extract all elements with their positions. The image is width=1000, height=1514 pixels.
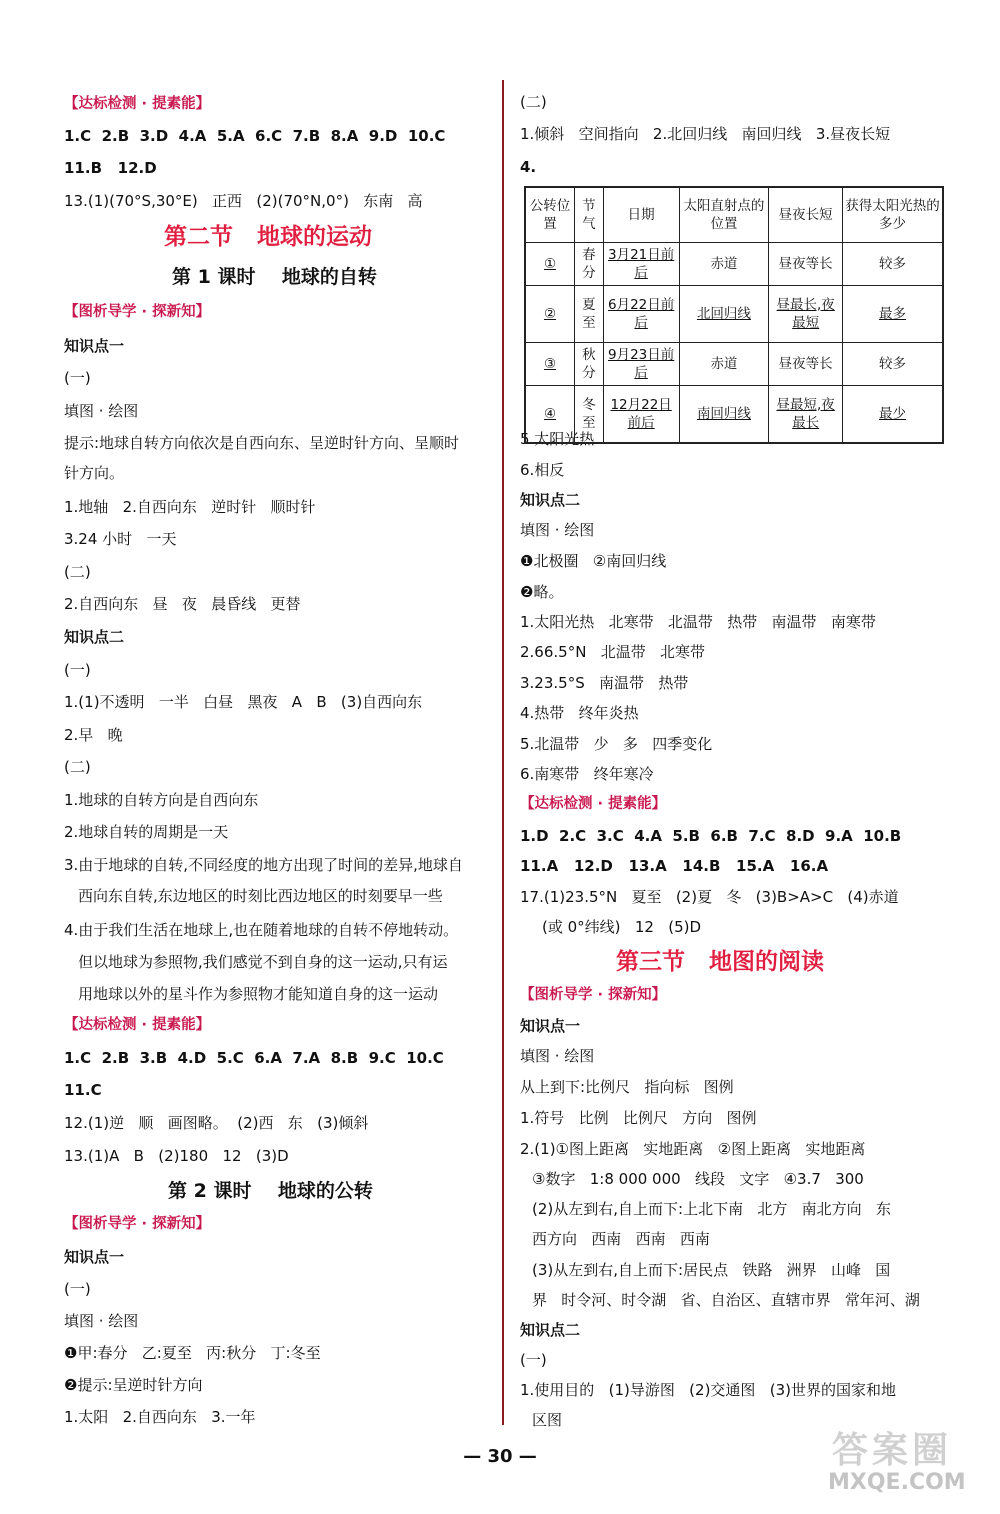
table-cell: 昼夜等长	[769, 343, 843, 386]
answer-line: ❷提示:呈逆时针方向	[64, 1376, 203, 1394]
table-cell: 北回归线	[679, 286, 769, 343]
answer-line: 界 时令河、时令湖 省、自治区、直辖市界 常年河、湖	[532, 1291, 920, 1309]
section-heading: 第二节 地球的运动	[164, 224, 373, 250]
answer-line: 1.C 2.B 3.D 4.A 5.A 6.C 7.B 8.A 9.D 10.C	[64, 127, 446, 145]
answer-line: (或 0°纬线) 12 (5)D	[542, 918, 702, 936]
answer-line: 但以地球为参照物,我们感觉不到自身的这一运动,只有运	[78, 953, 448, 971]
table-cell: 赤道	[679, 343, 769, 386]
table-row	[525, 386, 943, 444]
table-header-cell: 昼夜长短	[769, 187, 843, 243]
section-tag: 【达标检测 · 提素能】	[520, 796, 667, 812]
answer-line: 2.自西向东 昼 夜 晨昏线 更替	[64, 595, 301, 613]
table-cell: 昼最长,夜最短	[769, 286, 843, 343]
table-row	[525, 286, 943, 343]
answer-line: 1.符号 比例 比例尺 方向 图例	[520, 1109, 757, 1127]
answer-line: 填图 · 绘图	[520, 521, 595, 539]
answer-line: 用地球以外的星斗作为参照物才能知道自身的这一运动	[78, 985, 439, 1003]
answer-line: 1.(1)不透明 一半 白昼 黑夜 A B (3)自西向东	[64, 693, 423, 711]
answer-line: 5.太阳光热	[520, 430, 595, 448]
answer-line: 3.由于地球的自转,不同经度的地方出现了时间的差异,地球自	[64, 856, 463, 874]
answer-line: 从上到下:比例尺 指向标 图例	[520, 1078, 734, 1096]
answer-line: 填图 · 绘图	[64, 1312, 139, 1330]
table-header-cell: 获得太阳光热的多少	[843, 187, 943, 243]
answer-line: 知识点二	[520, 491, 581, 509]
table-row	[525, 243, 943, 286]
table-cell: 秋分	[575, 343, 604, 386]
answer-line: ❷略。	[520, 583, 564, 601]
watermark-url: MXQE.COM	[828, 1470, 966, 1495]
section-tag: 【达标检测 · 提素能】	[64, 1017, 211, 1033]
table-cell: 春分	[575, 243, 604, 286]
answer-line: 知识点一	[520, 1017, 581, 1035]
answer-line: 知识点二	[520, 1321, 581, 1339]
watermark-text: 答案圈	[832, 1430, 953, 1471]
answer-line: 知识点二	[64, 628, 125, 646]
table-cell: 3月21日前后	[603, 243, 679, 286]
answer-line: 知识点一	[64, 1248, 125, 1266]
answer-line: 西向东自转,东边地区的时刻比西边地区的时刻要早一些	[78, 887, 443, 905]
table-cell: 昼夜等长	[769, 243, 843, 286]
answer-line: 2.早 晚	[64, 726, 123, 744]
section-heading: 第 2 课时 地球的公转	[168, 1180, 373, 1202]
section-tag: 【图析导学 · 探新知】	[64, 304, 211, 320]
table-cell: 南回归线	[679, 386, 769, 444]
table-header-cell: 日期	[603, 187, 679, 243]
table-cell: ③	[525, 343, 575, 386]
answer-line: 2.(1)①图上距离 实地距离 ②图上距离 实地距离	[520, 1140, 866, 1158]
table-header-cell: 节气	[575, 187, 604, 243]
page-number: — 30 —	[463, 1446, 537, 1467]
answer-line: (一)	[64, 661, 91, 679]
answer-line: 6.南寒带 终年寒冷	[520, 765, 654, 783]
table-cell: 冬至	[575, 386, 604, 444]
answer-line: 6.相反	[520, 461, 565, 479]
answer-line: 1.太阳 2.自西向东 3.一年	[64, 1408, 256, 1426]
answer-line: 提示:地球自转方向依次是自西向东、呈逆时针方向、呈顺时	[64, 434, 460, 452]
section-tag: 【图析导学 · 探新知】	[64, 1216, 211, 1232]
answer-line: 填图 · 绘图	[64, 402, 139, 420]
section-tag: 【达标检测 · 提素能】	[64, 96, 211, 112]
answer-line: (二)	[64, 563, 91, 581]
answer-line: 1.地轴 2.自西向东 逆时针 顺时针	[64, 498, 316, 516]
answer-line: ❶甲:春分 乙:夏至 丙:秋分 丁:冬至	[64, 1344, 321, 1362]
answer-line: 11.B 12.D	[64, 159, 157, 177]
answer-line: 填图 · 绘图	[520, 1047, 595, 1065]
answer-line: 13.(1)(70°S,30°E) 正西 (2)(70°N,0°) 东南 高	[64, 192, 423, 210]
table-header-cell: 太阳直射点的位置	[679, 187, 769, 243]
table-cell: 最少	[843, 386, 943, 444]
answer-line: 1.使用目的 (1)导游图 (2)交通图 (3)世界的国家和地	[520, 1381, 896, 1399]
section-heading: 第 1 课时 地球的自转	[172, 266, 377, 288]
answer-line: 11.C	[64, 1081, 102, 1099]
answer-line: (2)从左到右,自上而下:上北下南 北方 南北方向 东	[532, 1200, 891, 1218]
answer-line: (二)	[520, 93, 547, 111]
table-cell: ②	[525, 286, 575, 343]
answer-line: ❶北极圈 ②南回归线	[520, 552, 667, 570]
table-cell: 最多	[843, 286, 943, 343]
answer-line: 针方向。	[64, 464, 125, 482]
answer-line: 区图	[532, 1411, 563, 1429]
table-cell: 9月23日前后	[603, 343, 679, 386]
table-cell: ①	[525, 243, 575, 286]
answer-line: 17.(1)23.5°N 夏至 (2)夏 冬 (3)B>A>C (4)赤道	[520, 888, 899, 906]
answer-line: 12.(1)逆 顺 画图略。 (2)西 东 (3)倾斜	[64, 1114, 369, 1132]
answer-line: 11.A 12.D 13.A 14.B 15.A 16.A	[520, 857, 829, 875]
answer-line: 3.23.5°S 南温带 热带	[520, 674, 689, 692]
table-cell: 赤道	[679, 243, 769, 286]
answer-line: 13.(1)A B (2)180 12 (3)D	[64, 1147, 289, 1165]
answer-line: 5.北温带 少 多 四季变化	[520, 735, 713, 753]
table-cell: 较多	[843, 243, 943, 286]
answer-line: (一)	[64, 369, 91, 387]
answer-line: (3)从左到右,自上而下:居民点 铁路 洲界 山峰 国	[532, 1261, 891, 1279]
answer-line: 1.倾斜 空间指向 2.北回归线 南回归线 3.昼夜长短	[520, 125, 891, 143]
answer-line: 1.太阳光热 北寒带 北温带 热带 南温带 南寒带	[520, 613, 876, 631]
answer-line: 4.	[520, 158, 537, 176]
table-cell: ④	[525, 386, 575, 444]
answer-line: 1.C 2.B 3.B 4.D 5.C 6.A 7.A 8.B 9.C 10.C	[64, 1049, 444, 1067]
answer-line: 3.24 小时 一天	[64, 530, 177, 548]
answer-line: 2.66.5°N 北温带 北寒带	[520, 643, 706, 661]
answer-line: 2.地球自转的周期是一天	[64, 823, 229, 841]
answer-line: 1.D 2.C 3.C 4.A 5.B 6.B 7.C 8.D 9.A 10.B	[520, 827, 902, 845]
table-cell: 昼最短,夜最长	[769, 386, 843, 444]
answer-line: 知识点一	[64, 337, 125, 355]
answer-line: 4.由于我们生活在地球上,也在随着地球的自转不停地转动。	[64, 921, 459, 939]
table-cell: 12月22日前后	[603, 386, 679, 444]
answer-line: 1.地球的自转方向是自西向东	[64, 791, 259, 809]
answer-line: (二)	[64, 758, 91, 776]
answer-line: 4.热带 终年炎热	[520, 704, 639, 722]
table-cell: 6月22日前后	[603, 286, 679, 343]
table-header-cell: 公转位置	[525, 187, 575, 243]
revolution-table	[524, 186, 944, 444]
watermark-logo	[812, 1420, 992, 1500]
table-row	[525, 343, 943, 386]
answer-line: ③数字 1:8 000 000 线段 文字 ④3.7 300	[532, 1170, 864, 1188]
column-divider	[502, 80, 504, 1425]
table-cell: 较多	[843, 343, 943, 386]
table-cell: 夏至	[575, 286, 604, 343]
answer-line: (一)	[64, 1280, 91, 1298]
answer-line: 西方向 西南 西南 西南	[532, 1230, 710, 1248]
section-heading: 第三节 地图的阅读	[616, 949, 825, 975]
answer-line: (一)	[520, 1351, 547, 1369]
section-tag: 【图析导学 · 探新知】	[520, 987, 667, 1003]
